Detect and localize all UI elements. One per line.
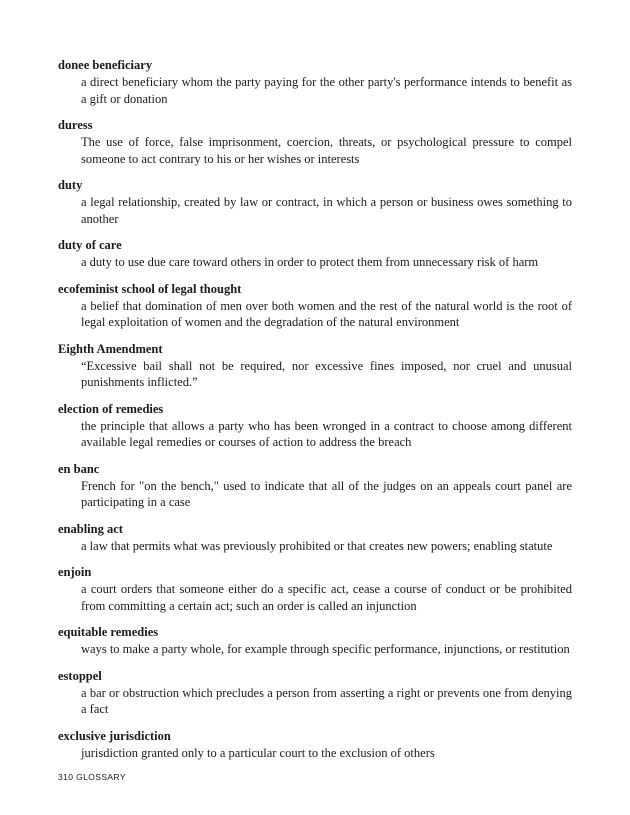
glossary-definition: jurisdiction granted only to a particular court to the exclusion of others <box>81 745 435 760</box>
glossary-entry <box>58 668 572 718</box>
glossary-entry <box>58 401 572 451</box>
glossary-term: duty of care <box>58 238 122 252</box>
glossary-definition: the principle that allows a party who has been wronged in a contract to choose among different available legal remedies or courses of action to address the breach <box>81 418 572 449</box>
glossary-definition: a court orders that someone either do a specific act, cease a course of conduct or be prohibited from committing a certain act; such an order is called an injunction <box>81 582 572 613</box>
glossary-definition: a legal relationship, created by law or contract, in which a person or business owes something to another <box>81 195 572 226</box>
glossary-entry <box>58 728 572 762</box>
glossary-term: equitable remedies <box>58 625 159 639</box>
glossary-entry <box>58 624 572 658</box>
glossary-entry <box>58 521 572 555</box>
glossary-entry <box>58 57 572 107</box>
glossary-term: Eighth Amendment <box>58 341 163 356</box>
glossary-entry <box>58 461 572 511</box>
glossary-definition: French for "on the bench," used to indicate that all of the judges on an appeals court panel are participating in a case <box>81 478 572 509</box>
glossary-term: duress <box>58 118 93 132</box>
glossary-term: exclusive jurisdiction <box>58 728 171 743</box>
glossary-entry <box>58 117 572 167</box>
glossary-term: estoppel <box>58 668 102 683</box>
glossary-definition: a direct beneficiary whom the party paying for the other party's performance intends to benefit as a gift or donation <box>81 75 572 106</box>
glossary-term: en banc <box>58 461 100 476</box>
glossary-definition: a belief that domination of men over both women and the rest of the natural world is the root of legal exploitation of women and the degradation of the natural environment <box>81 298 572 329</box>
glossary-term: donee beneficiary <box>58 58 153 72</box>
glossary-definition: The use of force, false imprisonment, coercion, threats, or psychological pressure to compel someone to act contrary to his or her wishes or interests <box>81 135 572 166</box>
glossary-term: enjoin <box>58 565 92 579</box>
glossary-term: ecofeminist school of legal thought <box>58 281 242 296</box>
glossary-term: enabling act <box>58 521 123 536</box>
glossary-entry <box>58 237 572 271</box>
page-footer: 310 GLOSSARY <box>58 772 126 782</box>
glossary-page <box>58 57 572 771</box>
glossary-entry <box>58 177 572 227</box>
glossary-entry <box>58 281 572 331</box>
glossary-term: duty <box>58 178 83 192</box>
glossary-definition: ways to make a party whole, for example through specific performance, injunctions, or restitution <box>81 642 570 656</box>
glossary-definition: a law that permits what was previously prohibited or that creates new powers; enabling statute <box>81 538 553 553</box>
glossary-definition: a duty to use due care toward others in order to protect them from unnecessary risk of harm <box>81 255 539 269</box>
glossary-definition: “Excessive bail shall not be required, nor excessive fines imposed, nor cruel and unusual punishments inflicted.” <box>81 358 572 389</box>
glossary-definition: a bar or obstruction which precludes a person from asserting a right or prevents one from denying a fact <box>81 685 572 716</box>
glossary-term: election of remedies <box>58 401 164 416</box>
glossary-entry <box>58 564 572 614</box>
glossary-entry <box>58 341 572 391</box>
